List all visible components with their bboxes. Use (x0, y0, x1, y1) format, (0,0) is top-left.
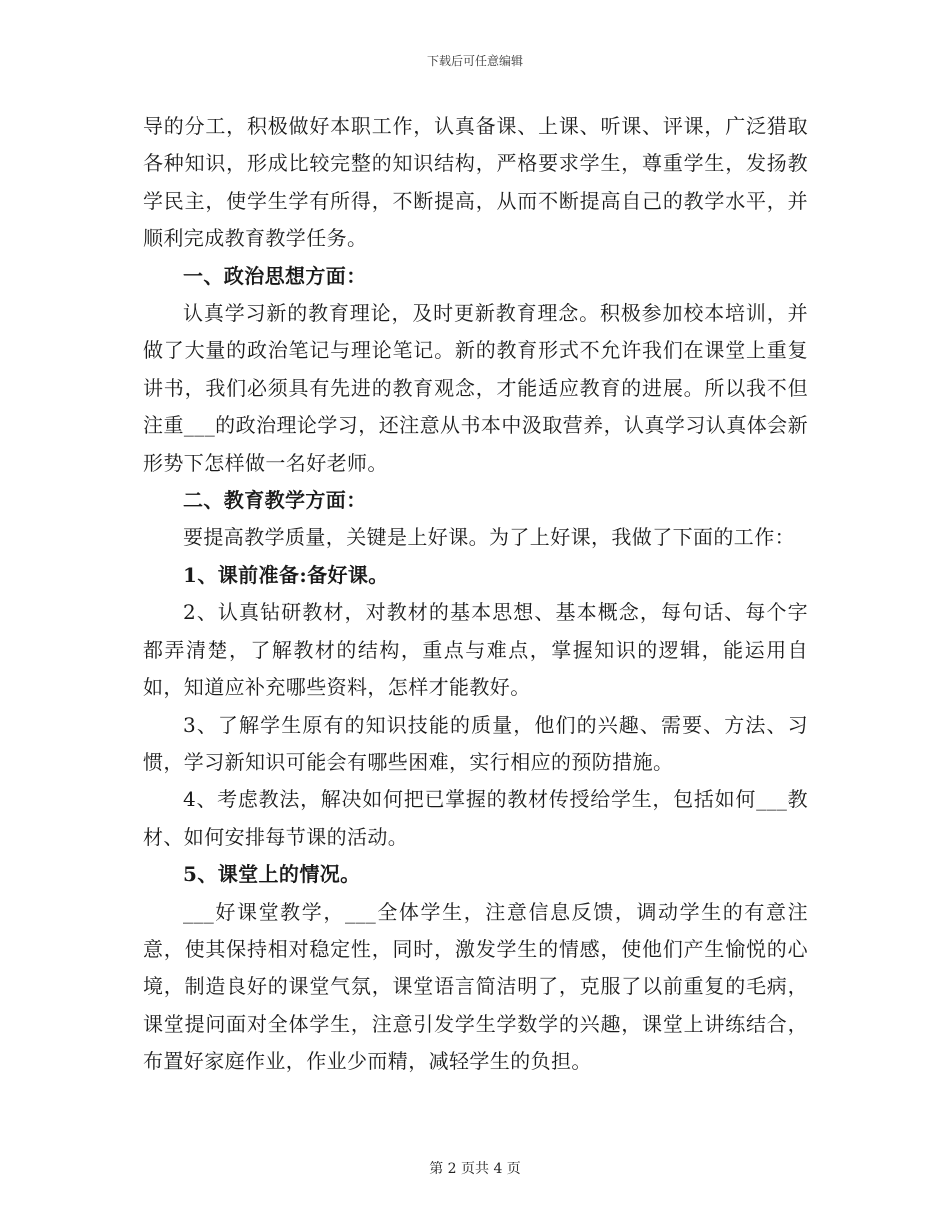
page-footer: 第 2 页共 4 页 (429, 1161, 521, 1177)
page-header: 下载后可任意编辑 (426, 54, 523, 68)
section-heading-teaching: 二、教育教学方面： (183, 488, 367, 513)
paragraph-classroom: ___好课堂教学，___全体学生，注意信息反馈，调动学生的有意注意，使其保持相对稳定性，同时，激发学生的情感，使他们产生愉悦的心境，制造良好的课堂气氛，课堂语言简洁明了，克服了以前重复的毛病，课堂提问面对全体学生，注意引发学生学数学的兴趣，课堂上讲练结合，布置好家庭作业，作业少而精，减轻学生的负担。 (143, 899, 808, 1074)
section-heading-politics: 一、政治思想方面： (183, 263, 367, 288)
list-item-4: 4、考虑教法，解决如何把已掌握的教材传授给学生，包括如何___教材、如何安排每节课的活动。 (143, 787, 808, 849)
item-heading-classroom: 5、课堂上的情况。 (183, 862, 361, 887)
paragraph-teaching-intro: 要提高教学质量，关键是上好课。为了上好课，我做了下面的工作： (183, 525, 795, 550)
document-body (143, 108, 808, 1081)
list-item-2: 2、认真钻研教材，对教材的基本思想、基本概念，每句话、每个字都弄清楚，了解教材的结构，重点与难点，掌握知识的逻辑，能运用自如，知道应补充哪些资料，怎样才能教好。 (143, 600, 808, 700)
paragraph-1: 导的分工，积极做好本职工作，认真备课、上课、听课、评课，广泛猎取各种知识，形成比较完整的知识结构，严格要求学生，尊重学生，发扬教学民主，使学生学有所得，不断提高，从而不断提高自己的教学水平，并顺利完成教育教学任务。 (143, 114, 808, 251)
item-heading-preparation: 1、课前准备:备好课。 (183, 562, 389, 587)
paragraph-politics: 认真学习新的教育理论，及时更新教育理念。积极参加校本培训，并做了大量的政治笔记与理论笔记。新的教育形式不允许我们在课堂上重复讲书，我们必须具有先进的教育观念，才能适应教育的进展。所以我不但注重___的政治理论学习，还注意从书本中汲取营养，认真学习认真体会新形势下怎样做一名好老师。 (143, 301, 808, 475)
list-item-3: 3、了解学生原有的知识技能的质量，他们的兴趣、需要、方法、习惯，学习新知识可能会有哪些困难，实行相应的预防措施。 (143, 712, 808, 774)
